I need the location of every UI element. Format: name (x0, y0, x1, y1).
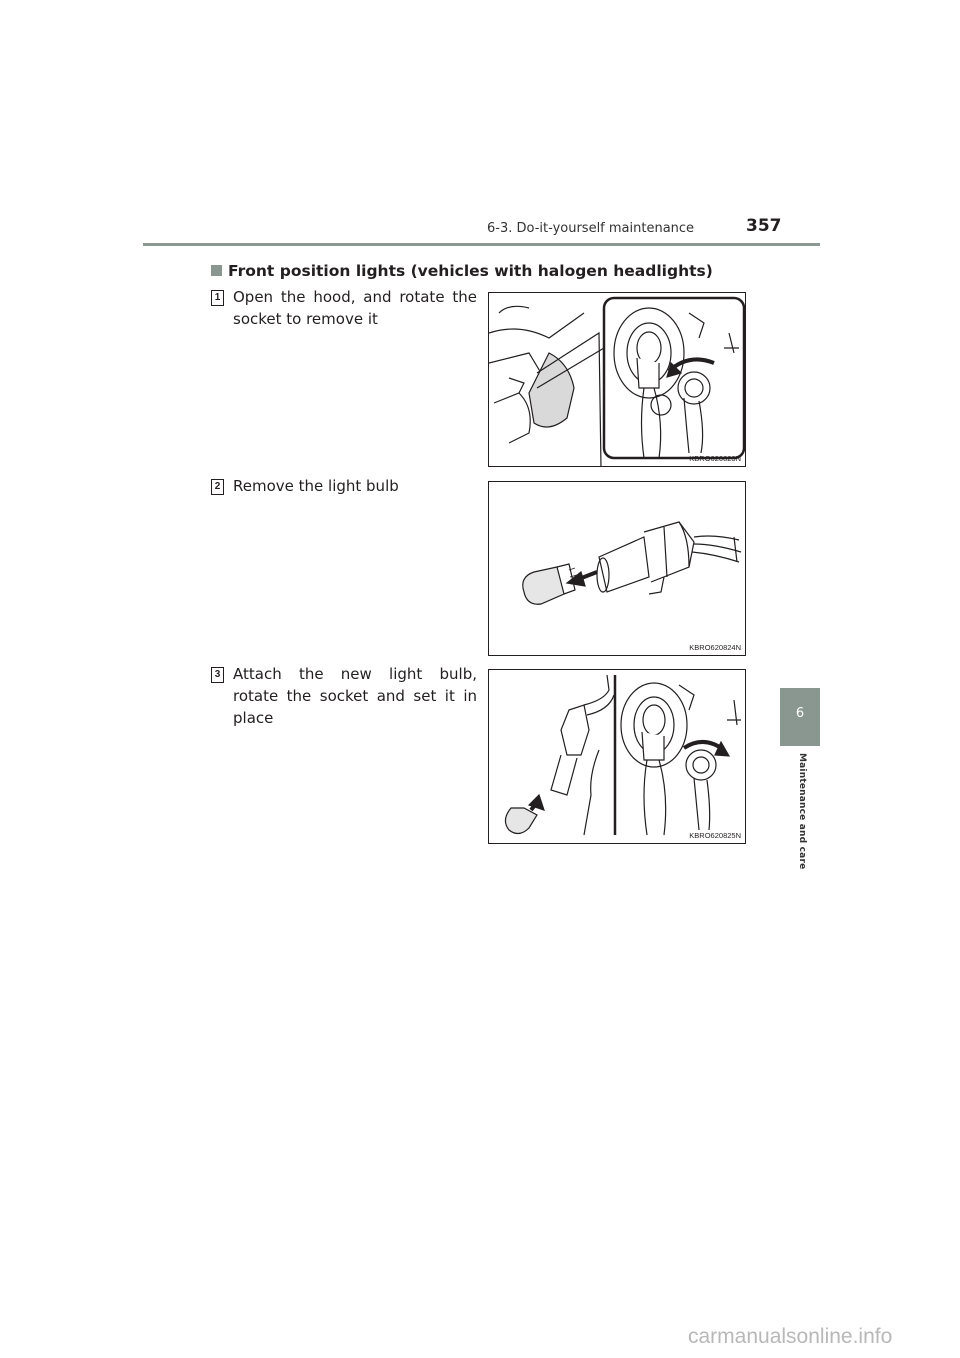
figure-step-3 (488, 669, 746, 844)
step-number-1: 1 (211, 290, 224, 306)
header-rule (143, 243, 820, 246)
section-heading-text: Front position lights (vehicles with halogen headlights) (228, 262, 713, 280)
heading-square-icon (211, 265, 222, 276)
figure-code-1: KBRO620823N (689, 454, 741, 463)
bulb-removal-illustration (489, 482, 745, 655)
chapter-tab-number: 6 (795, 706, 805, 721)
socket-removal-illustration (489, 293, 745, 466)
section-heading (211, 262, 713, 280)
page-number: 357 (746, 216, 782, 236)
step-number-3: 3 (211, 667, 224, 683)
chapter-tab[interactable] (780, 688, 820, 746)
figure-code-3: KBRO620825N (689, 831, 741, 840)
figure-step-2 (488, 481, 746, 656)
step-text-2: Remove the light bulb (233, 477, 399, 495)
step-text-1: Open the hood, and rotate the socket to remove it (233, 288, 477, 328)
watermark: carmanualsonline.info (688, 1325, 893, 1348)
figure-step-1 (488, 292, 746, 467)
step-number-2: 2 (211, 479, 224, 495)
figure-code-2: KBRO620824N (689, 643, 741, 652)
section-header: 6-3. Do-it-yourself maintenance (487, 221, 695, 236)
chapter-tab-label: Maintenance and care (797, 753, 807, 870)
bulb-installation-illustration (489, 670, 745, 843)
step-text-3: Attach the new light bulb, rotate the socket and set it in place (233, 665, 477, 727)
